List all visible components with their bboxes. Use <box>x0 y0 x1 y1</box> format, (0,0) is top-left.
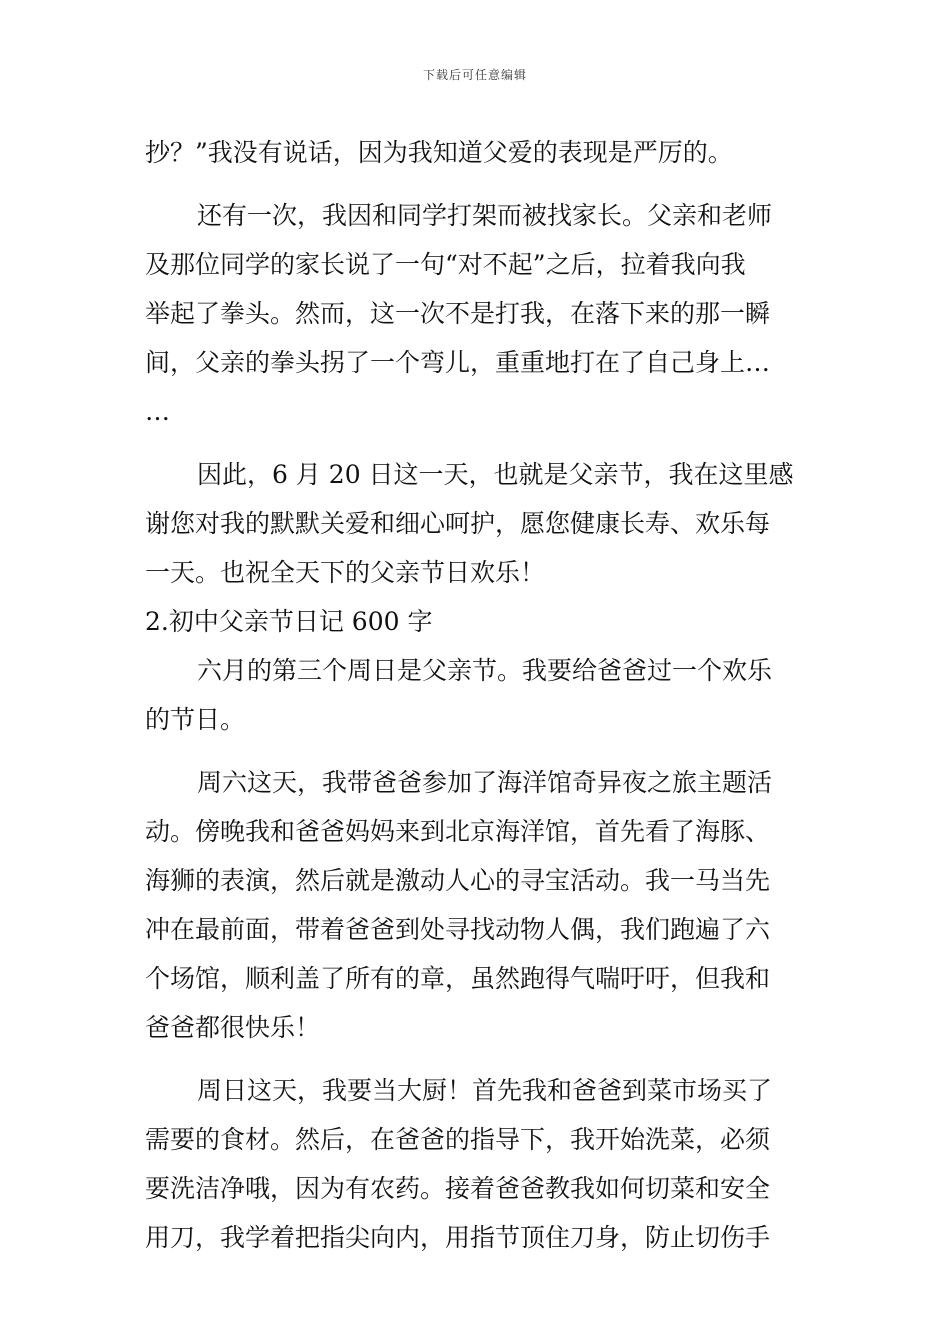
text-line: 需要的食材。然后，在爸爸的指导下，我开始洗菜，必须 <box>145 1125 771 1154</box>
text-line: 一天。也祝全天下的父亲节日欢乐！ <box>145 558 546 587</box>
text-line: … <box>145 397 170 426</box>
text-line: 举起了拳头。然而，这一次不是打我，在落下来的那一瞬 <box>145 299 771 328</box>
text-line: 动。傍晚我和爸爸妈妈来到北京海洋馆，首先看了海豚、 <box>145 817 771 846</box>
text-line: 间，父亲的拳头拐了一个弯儿，重重地打在了自己身上… <box>145 348 771 377</box>
text-line: 抄？”我没有说话，因为我知道父爱的表现是严厉的。 <box>145 138 733 167</box>
text-line: 冲在最前面，带着爸爸到处寻找动物人偶，我们跑遍了六 <box>145 915 771 944</box>
text-line: 六月的第三个周日是父亲节。我要给爸爸过一个欢乐 <box>197 656 773 685</box>
text-line: 的节日。 <box>145 705 246 734</box>
text-line: 因此，6 月 20 日这一天，也就是父亲节，我在这里感 <box>197 460 794 489</box>
text-line: 爸爸都很快乐！ <box>145 1013 321 1042</box>
text-line: 个场馆，顺利盖了所有的章，虽然跑得气喘吁吁，但我和 <box>145 964 771 993</box>
paragraph <box>145 128 805 177</box>
text-line: 谢您对我的默默关爱和细心呵护，愿您健康长寿、欢乐每 <box>145 509 771 538</box>
text-line: 海狮的表演，然后就是激动人心的寻宝活动。我一马当先 <box>145 866 771 895</box>
paragraph <box>145 758 805 1052</box>
text-line: 周日这天，我要当大厨！首先我和爸爸到菜市场买了 <box>197 1076 773 1105</box>
page-header: 下载后可任意编辑 <box>422 68 527 82</box>
paragraph <box>145 450 805 597</box>
section-heading <box>145 597 805 646</box>
text-line: 用刀，我学着把指尖向内，用指节顶住刀身，防止切伤手 <box>145 1223 771 1252</box>
paragraph <box>145 191 805 436</box>
document-body <box>145 128 805 1262</box>
heading-text: 2.初中父亲节日记 600 字 <box>145 607 433 636</box>
text-line: 还有一次，我因和同学打架而被找家长。父亲和老师 <box>197 201 773 230</box>
paragraph <box>145 646 805 744</box>
paragraph <box>145 1066 805 1262</box>
text-line: 要洗洁净哦，因为有农药。接着爸爸教我如何切菜和安全 <box>145 1174 771 1203</box>
text-line: 周六这天，我带爸爸参加了海洋馆奇异夜之旅主题活 <box>197 768 773 797</box>
text-line: 及那位同学的家长说了一句“对不起”之后，拉着我向我 <box>145 250 746 279</box>
